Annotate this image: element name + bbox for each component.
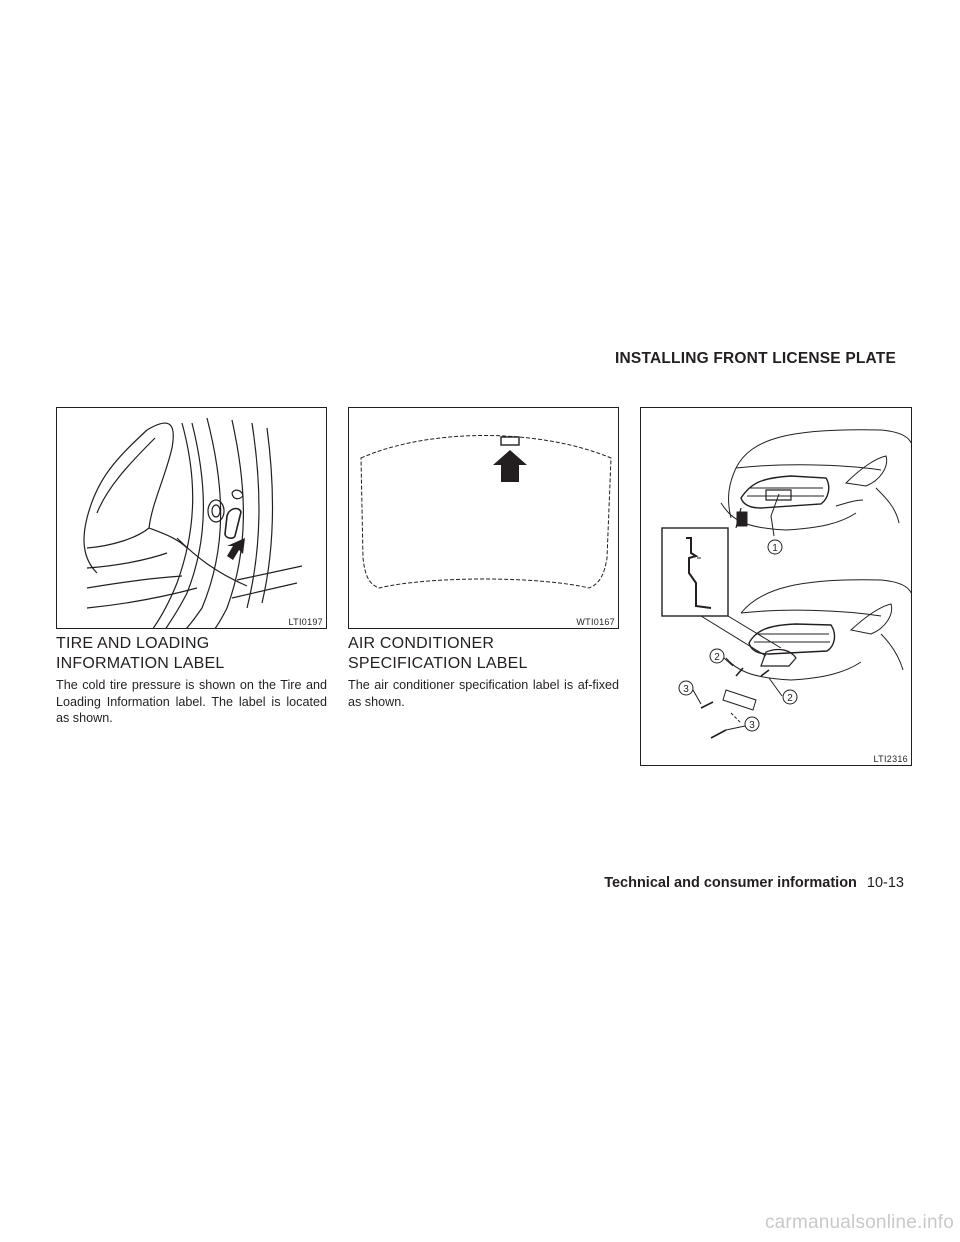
figure-ac-label-location xyxy=(348,407,619,629)
watermark: carmanualsonline.info xyxy=(764,1212,954,1233)
page-number: 10-13 xyxy=(866,875,904,891)
callout-2: 2 xyxy=(787,693,793,704)
figure-code: LTI2316 xyxy=(873,754,908,764)
figure-code: LTI0197 xyxy=(288,617,323,627)
body-tire-label: The cold tire pressure is shown on the Tire and Loading Information label. The label is located as shown. xyxy=(56,678,327,725)
door-jamb-illustration xyxy=(57,408,327,629)
figure-tire-label-location xyxy=(56,407,327,629)
callout-2: 2 xyxy=(714,652,720,663)
callout-1: 1 xyxy=(772,543,778,554)
heading-ac-label: AIR CONDITIONER SPECIFICATION LABEL xyxy=(348,635,528,672)
body-ac-label: The air conditioner specification label is af-fixed as shown. xyxy=(348,678,619,709)
license-plate-illustration xyxy=(641,408,912,766)
callout-3: 3 xyxy=(683,684,689,695)
hood-illustration xyxy=(349,408,619,629)
footer-chapter: Technical and consumer information xyxy=(604,875,857,891)
callout-3: 3 xyxy=(749,720,755,731)
section-title: INSTALLING FRONT LICENSE PLATE xyxy=(615,350,896,367)
page-footer xyxy=(604,875,904,891)
figure-license-plate-install xyxy=(640,407,912,766)
figure-code: WTI0167 xyxy=(576,617,615,627)
heading-tire-label: TIRE AND LOADING INFORMATION LABEL xyxy=(56,635,225,672)
